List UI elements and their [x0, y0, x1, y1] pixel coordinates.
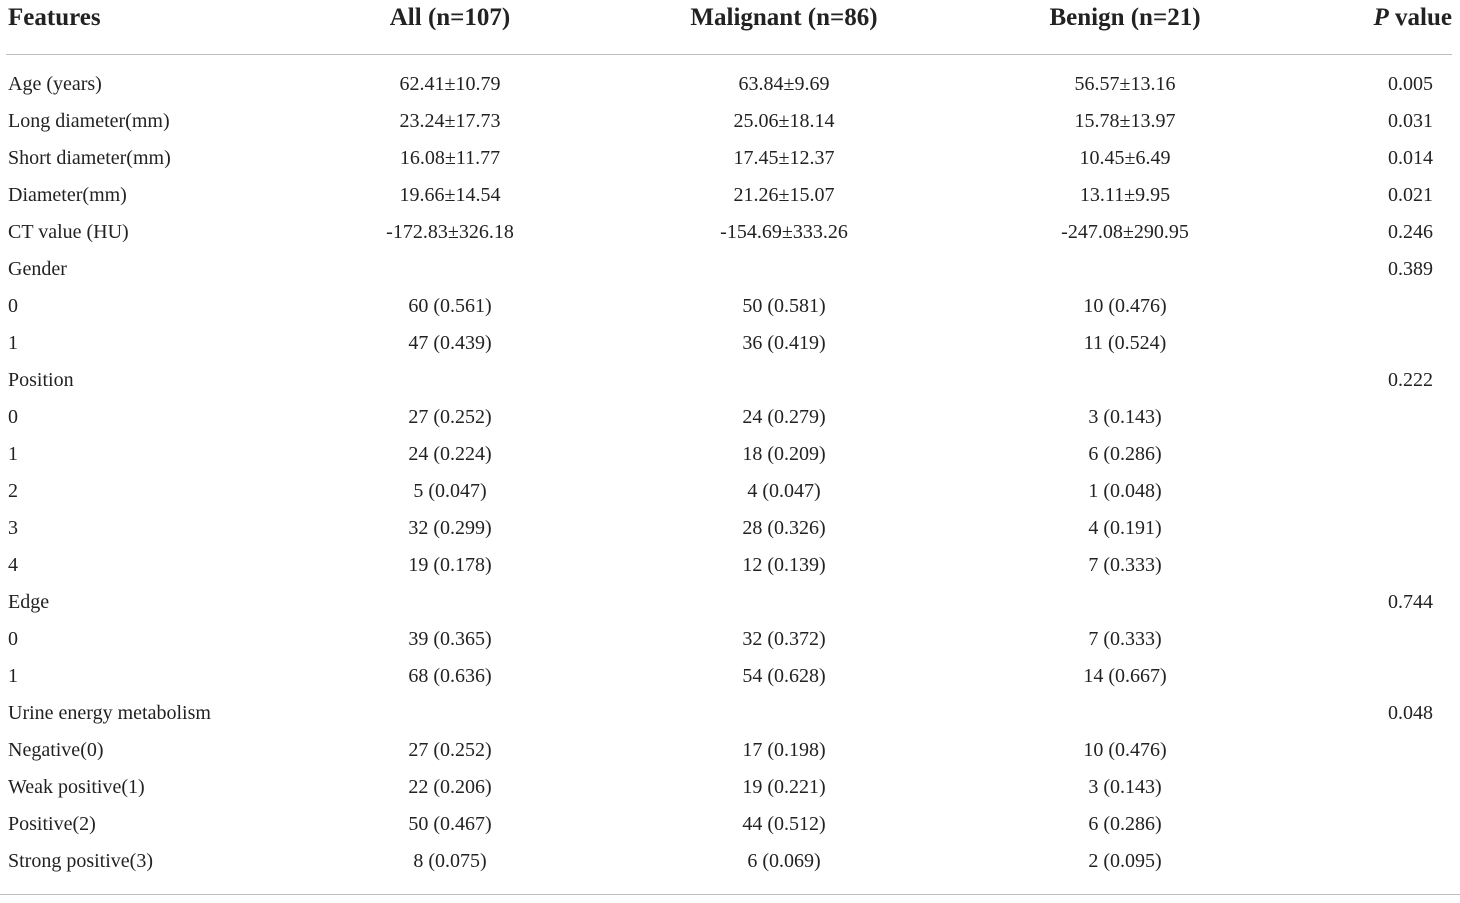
cell-p-value: 0.014	[1388, 147, 1433, 169]
cell-benign: 56.57±13.16	[1074, 73, 1176, 95]
cell-malignant: 6 (0.069)	[747, 850, 821, 872]
table-header	[6, 0, 1452, 55]
cell-malignant: 24 (0.279)	[742, 406, 826, 428]
cell-malignant: 21.26±15.07	[733, 184, 835, 206]
row-label: Edge	[8, 591, 50, 613]
cell-all: 27 (0.252)	[408, 739, 492, 761]
cell-p-value: 0.222	[1388, 369, 1433, 391]
row-label: 0	[8, 406, 18, 428]
cell-p-value: 0.048	[1388, 702, 1433, 724]
row-label: Positive(2)	[8, 813, 96, 835]
row-label: Position	[8, 369, 74, 391]
cell-malignant: 32 (0.372)	[742, 628, 826, 650]
row-label: 0	[8, 628, 18, 650]
cell-malignant: 54 (0.628)	[742, 665, 826, 687]
row-label: 4	[8, 554, 18, 576]
table-row	[6, 66, 1452, 103]
bottom-rule	[0, 894, 1460, 895]
row-label: Diameter(mm)	[8, 184, 127, 206]
cell-p-value: 0.005	[1388, 73, 1433, 95]
table-row	[6, 140, 1452, 177]
cell-malignant: -154.69±333.26	[720, 221, 848, 243]
header-p-italic: P	[1373, 4, 1389, 31]
row-label: 3	[8, 517, 18, 539]
header-all: All (n=107)	[389, 4, 511, 31]
cell-benign: 2 (0.095)	[1088, 850, 1162, 872]
row-label: 1	[8, 332, 18, 354]
row-label: Age (years)	[8, 73, 102, 95]
cell-all: 50 (0.467)	[408, 813, 492, 835]
table-row	[6, 325, 1452, 362]
cell-all: 19.66±14.54	[399, 184, 501, 206]
cell-all: 19 (0.178)	[408, 554, 492, 576]
cell-p-value: 0.389	[1388, 258, 1433, 280]
cell-benign: 10.45±6.49	[1079, 147, 1171, 169]
cell-malignant: 36 (0.419)	[742, 332, 826, 354]
table-row	[6, 177, 1452, 214]
table-row	[6, 621, 1452, 658]
table-row	[6, 658, 1452, 695]
table-row	[6, 584, 1452, 621]
cell-benign: 10 (0.476)	[1083, 739, 1167, 761]
row-label: Weak positive(1)	[8, 776, 145, 798]
cell-all: 39 (0.365)	[408, 628, 492, 650]
row-label: Short diameter(mm)	[8, 147, 171, 169]
cell-all: 68 (0.636)	[408, 665, 492, 687]
cell-all: -172.83±326.18	[386, 221, 514, 243]
cell-malignant: 12 (0.139)	[742, 554, 826, 576]
row-label: Gender	[8, 258, 67, 280]
cell-malignant: 28 (0.326)	[742, 517, 826, 539]
cell-benign: 13.11±9.95	[1079, 184, 1171, 206]
header-p-rest: value	[1388, 4, 1452, 31]
row-label: 1	[8, 443, 18, 465]
cell-benign: 15.78±13.97	[1074, 110, 1176, 132]
cell-benign: 3 (0.143)	[1088, 406, 1162, 428]
cell-benign: 6 (0.286)	[1088, 813, 1162, 835]
cell-benign: -247.08±290.95	[1061, 221, 1189, 243]
cell-all: 22 (0.206)	[408, 776, 492, 798]
table-row	[6, 547, 1452, 584]
cell-benign: 7 (0.333)	[1088, 554, 1162, 576]
table-row	[6, 288, 1452, 325]
cell-p-value: 0.246	[1388, 221, 1433, 243]
table-row	[6, 695, 1452, 732]
cell-all: 60 (0.561)	[408, 295, 492, 317]
row-label: Negative(0)	[8, 739, 104, 761]
table-row	[6, 251, 1452, 288]
table-row	[6, 399, 1452, 436]
cell-benign: 1 (0.048)	[1088, 480, 1162, 502]
cell-all: 32 (0.299)	[408, 517, 492, 539]
cell-malignant: 19 (0.221)	[742, 776, 826, 798]
cell-p-value: 0.744	[1388, 591, 1433, 613]
cell-malignant: 50 (0.581)	[742, 295, 826, 317]
cell-benign: 3 (0.143)	[1088, 776, 1162, 798]
cell-benign: 14 (0.667)	[1083, 665, 1167, 687]
table-row	[6, 103, 1452, 140]
table-row	[6, 806, 1452, 843]
header-benign: Benign (n=21)	[1049, 4, 1201, 31]
cell-malignant: 17.45±12.37	[733, 147, 835, 169]
cell-p-value: 0.031	[1388, 110, 1433, 132]
row-label: 2	[8, 480, 18, 502]
table-body	[6, 55, 1452, 880]
cell-all: 16.08±11.77	[399, 147, 501, 169]
row-label: 1	[8, 665, 18, 687]
table-row	[6, 214, 1452, 251]
cell-malignant: 4 (0.047)	[747, 480, 821, 502]
table-row	[6, 843, 1452, 880]
cell-all: 5 (0.047)	[413, 480, 487, 502]
table-row	[6, 436, 1452, 473]
header-malignant: Malignant (n=86)	[690, 4, 878, 31]
table-row	[6, 510, 1452, 547]
cell-malignant: 63.84±9.69	[738, 73, 830, 95]
data-table	[6, 0, 1452, 880]
cell-malignant: 25.06±18.14	[733, 110, 835, 132]
table-row	[6, 732, 1452, 769]
row-label: 0	[8, 295, 18, 317]
header-p-value	[1374, 4, 1452, 32]
row-label: CT value (HU)	[8, 221, 129, 243]
cell-benign: 6 (0.286)	[1088, 443, 1162, 465]
cell-malignant: 44 (0.512)	[742, 813, 826, 835]
cell-all: 8 (0.075)	[413, 850, 487, 872]
row-label: Strong positive(3)	[8, 850, 153, 872]
table-row	[6, 769, 1452, 806]
cell-all: 47 (0.439)	[408, 332, 492, 354]
cell-benign: 4 (0.191)	[1088, 517, 1162, 539]
row-label: Long diameter(mm)	[8, 110, 170, 132]
row-label: Urine energy metabolism	[8, 702, 211, 724]
cell-all: 62.41±10.79	[399, 73, 501, 95]
cell-malignant: 17 (0.198)	[742, 739, 826, 761]
cell-all: 27 (0.252)	[408, 406, 492, 428]
header-features: Features	[8, 4, 101, 31]
cell-malignant: 18 (0.209)	[742, 443, 826, 465]
table-row	[6, 362, 1452, 399]
cell-benign: 11 (0.524)	[1083, 332, 1167, 354]
cell-benign: 10 (0.476)	[1083, 295, 1167, 317]
cell-all: 24 (0.224)	[408, 443, 492, 465]
cell-all: 23.24±17.73	[399, 110, 501, 132]
cell-benign: 7 (0.333)	[1088, 628, 1162, 650]
table-row	[6, 473, 1452, 510]
cell-p-value: 0.021	[1388, 184, 1433, 206]
